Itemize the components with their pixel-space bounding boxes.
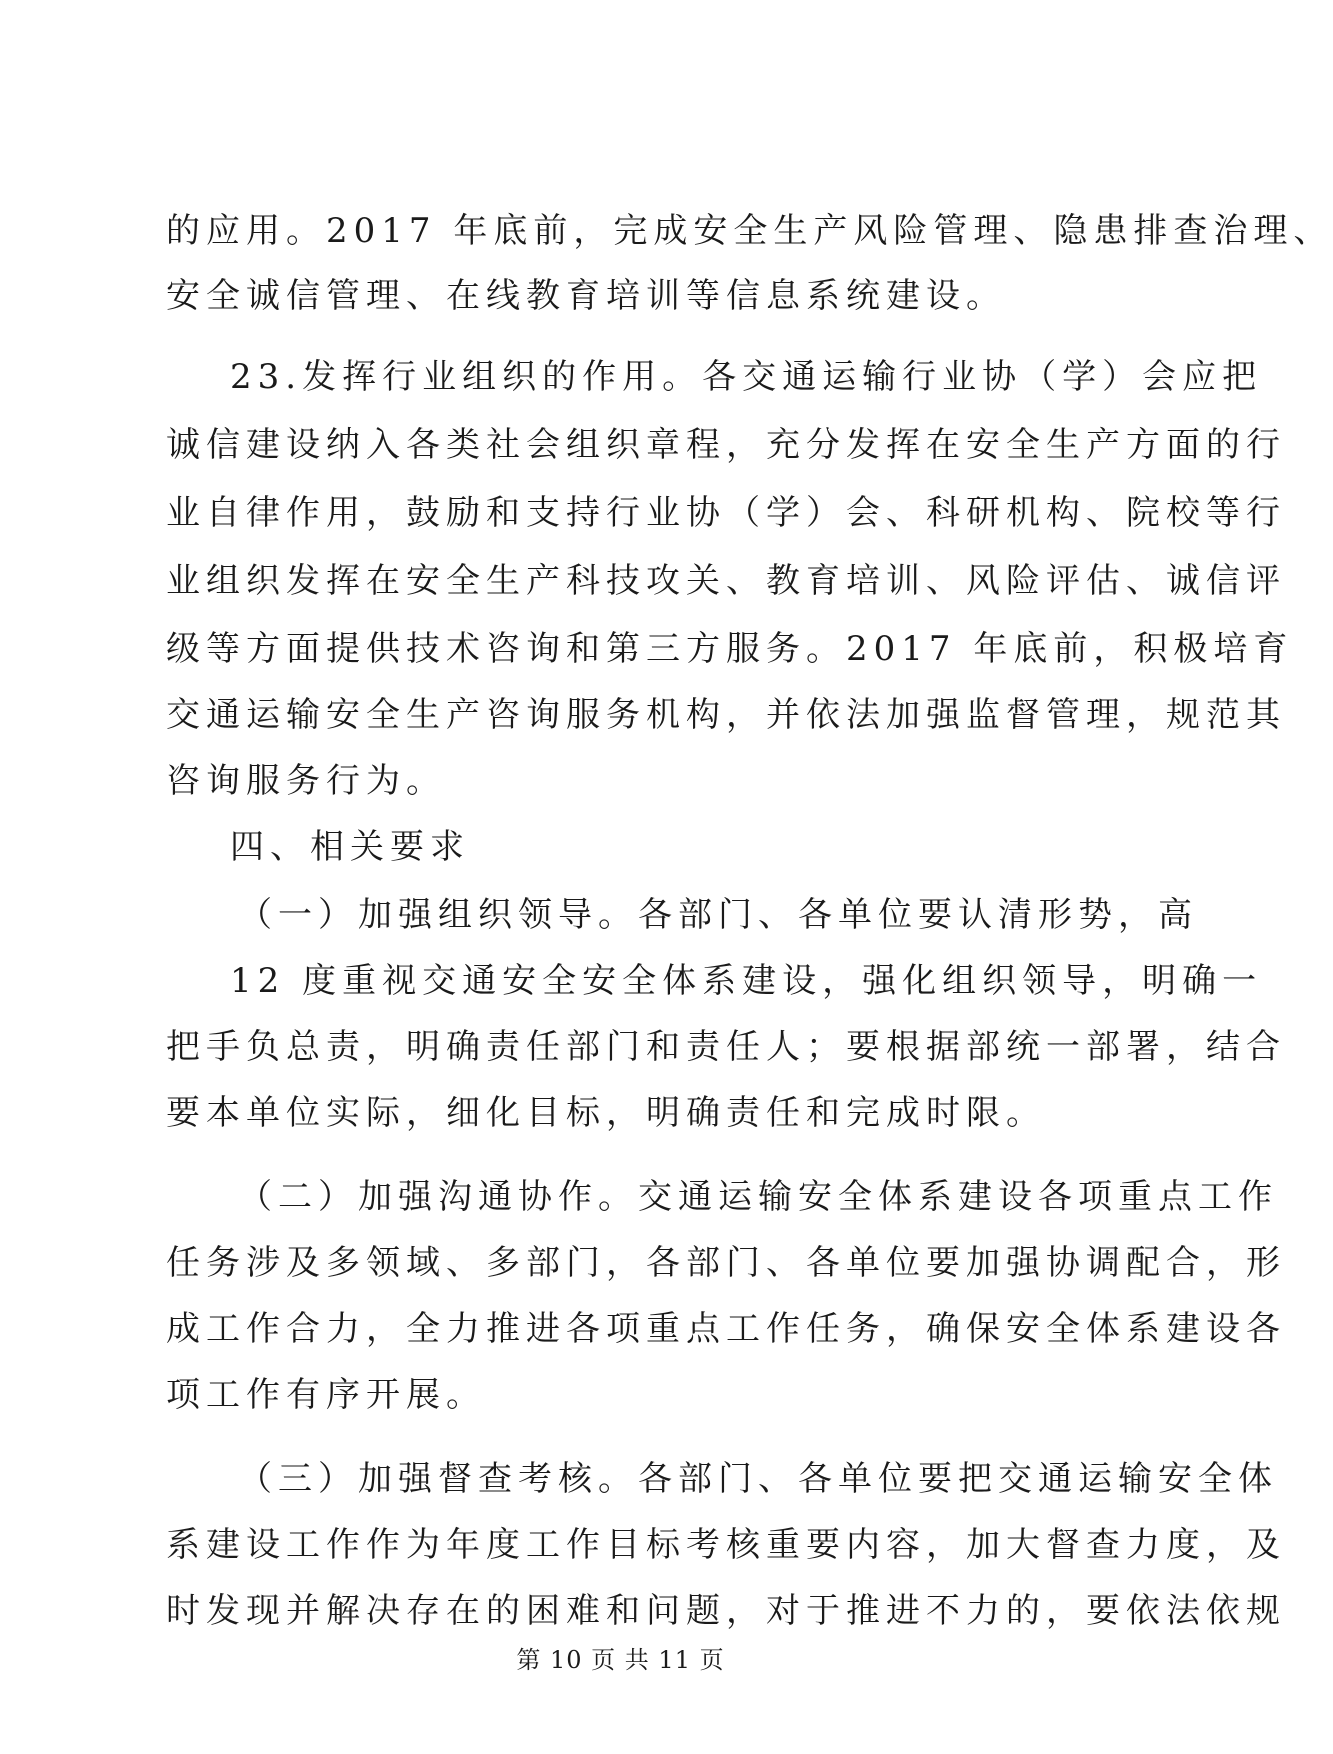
body-text-line: 咨询服务行为。 <box>166 761 446 801</box>
subsection-heading-3: （三）加强督查考核。各部门、各单位要把交通运输安全体 <box>238 1459 1278 1499</box>
body-text-line: 安全诚信管理、在线教育培训等信息系统建设。 <box>166 276 1006 316</box>
page-number-footer: 第 10 页 共 11 页 <box>516 1646 725 1674</box>
body-text-line: 系建设工作作为年度工作目标考核重要内容，加大督查力度，及 <box>166 1525 1286 1565</box>
body-text-line: 12 度重视交通安全安全体系建设，强化组织领导，明确一 <box>230 961 1263 1001</box>
subsection-heading-1: （一）加强组织领导。各部门、各单位要认清形势，高 <box>238 895 1198 935</box>
body-text-line: 成工作合力，全力推进各项重点工作任务，确保安全体系建设各 <box>166 1309 1286 1349</box>
body-text-line: 把手负总责，明确责任部门和责任人；要根据部统一部署，结合 <box>166 1027 1286 1067</box>
section-heading: 四、相关要求 <box>230 827 470 867</box>
paragraph-heading-23: 23.发挥行业组织的作用。各交通运输行业协（学）会应把 <box>230 357 1263 397</box>
body-text-line: 项工作有序开展。 <box>166 1375 486 1415</box>
body-text-line: 要本单位实际，细化目标，明确责任和完成时限。 <box>166 1093 1046 1133</box>
body-text-line: 交通运输安全生产咨询服务机构，并依法加强监督管理，规范其 <box>166 695 1286 735</box>
body-text-line: 的应用。2017 年底前，完成安全生产风险管理、隐患排查治理、 <box>166 211 1333 251</box>
body-text-line: 诚信建设纳入各类社会组织章程，充分发挥在安全生产方面的行 <box>166 425 1286 465</box>
body-text-line: 任务涉及多领域、多部门，各部门、各单位要加强协调配合，形 <box>166 1243 1286 1283</box>
body-text-line: 时发现并解决存在的困难和问题，对于推进不力的，要依法依规 <box>166 1591 1286 1631</box>
subsection-heading-2: （二）加强沟通协作。交通运输安全体系建设各项重点工作 <box>238 1177 1278 1217</box>
body-text-line: 业组织发挥在安全生产科技攻关、教育培训、风险评估、诚信评 <box>166 561 1286 601</box>
body-text-line: 级等方面提供技术咨询和第三方服务。2017 年底前，积极培育 <box>166 629 1294 669</box>
body-text-line: 业自律作用，鼓励和支持行业协（学）会、科研机构、院校等行 <box>166 493 1286 533</box>
